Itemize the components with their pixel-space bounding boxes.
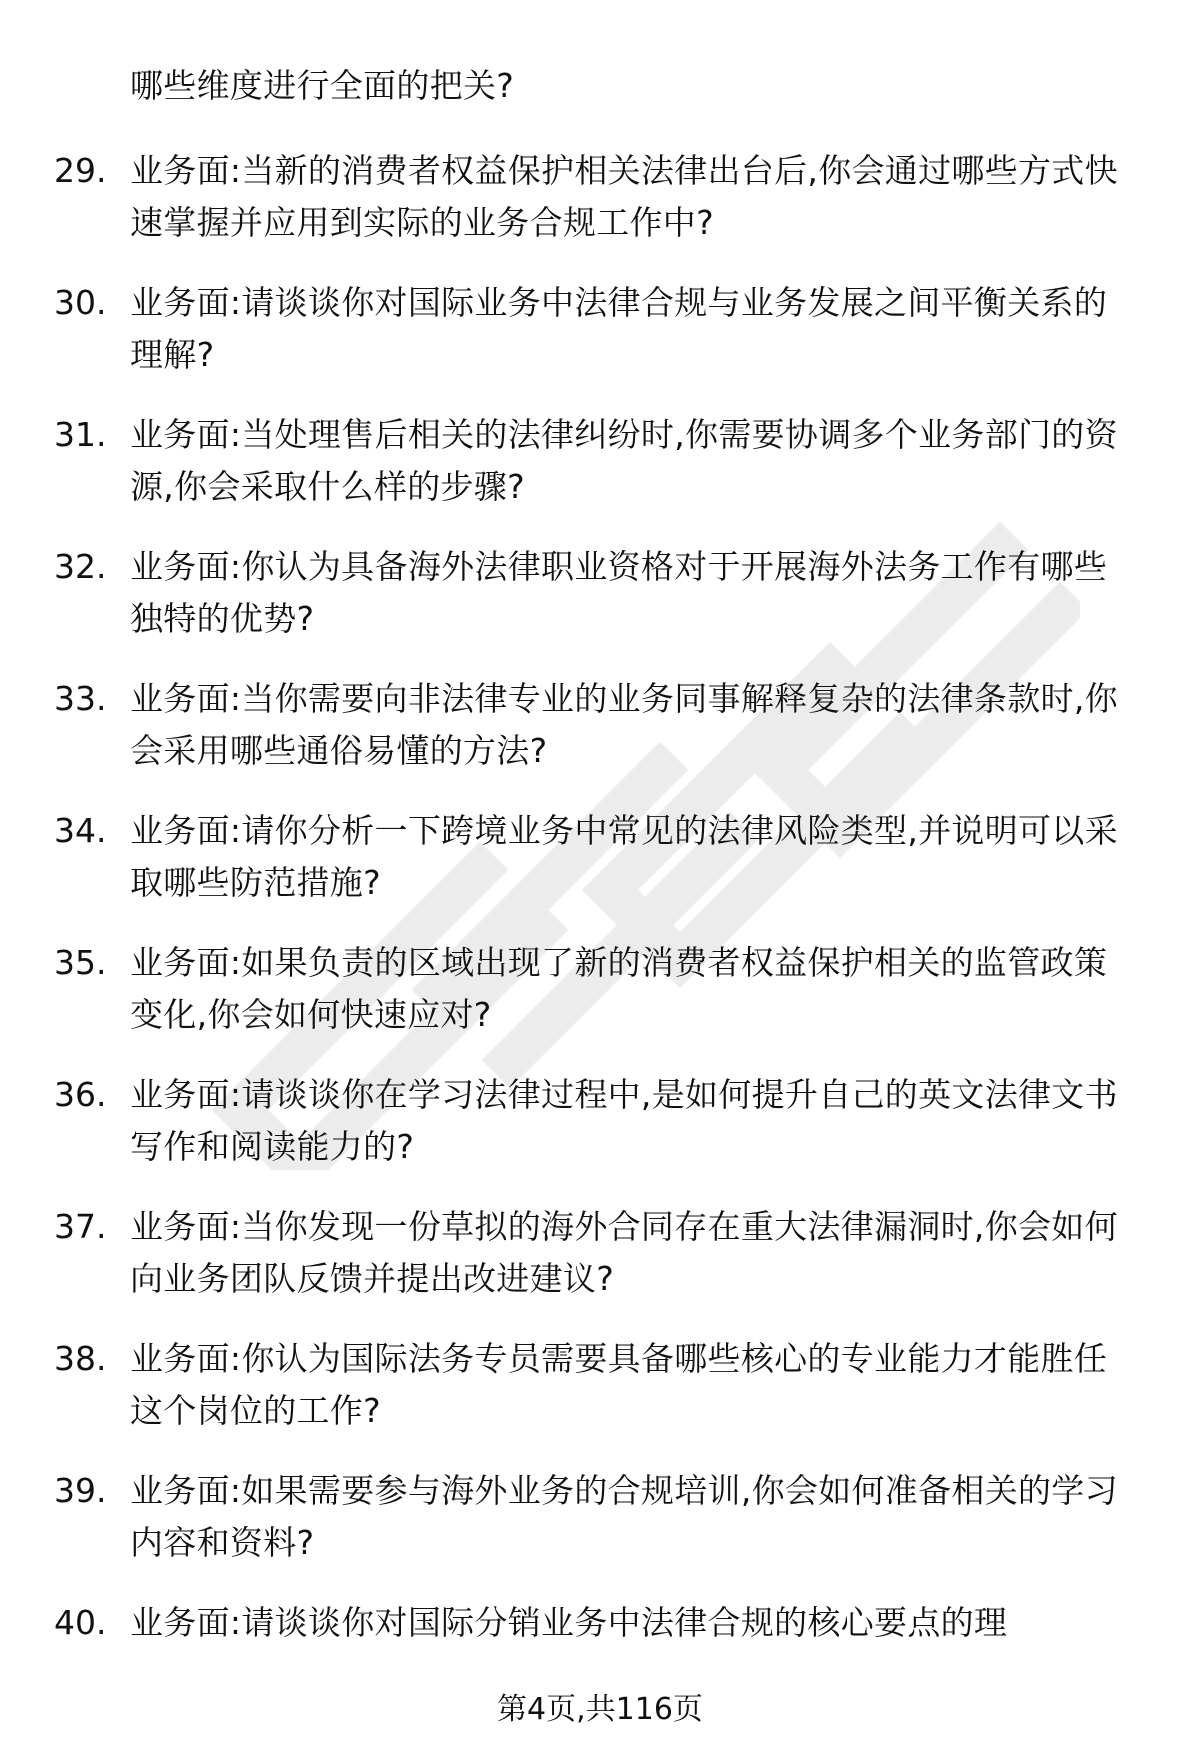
question-item	[0, 277, 1200, 409]
question-text: 业务面:当处理售后相关的法律纠纷时,你需要协调多个业务部门的资源,你会采取什么样的步骤?	[130, 415, 1118, 506]
question-item	[0, 673, 1200, 805]
question-text: 业务面:请谈谈你对国际分销业务中法律合规的核心要点的理	[130, 1603, 1008, 1642]
question-number: 31.	[54, 415, 107, 454]
question-number: 30.	[54, 283, 107, 322]
question-text: 业务面:请谈谈你在学习法律过程中,是如何提升自己的英文法律文书写作和阅读能力的?	[130, 1075, 1118, 1166]
question-number: 37.	[54, 1207, 107, 1246]
question-number: 38.	[54, 1339, 107, 1378]
question-item	[0, 1333, 1200, 1465]
question-text: 业务面:你认为国际法务专员需要具备哪些核心的专业能力才能胜任这个岗位的工作?	[130, 1339, 1108, 1430]
question-number: 36.	[54, 1075, 107, 1114]
question-text: 业务面:请谈谈你对国际业务中法律合规与业务发展之间平衡关系的理解?	[130, 283, 1108, 374]
question-item	[0, 805, 1200, 937]
question-item	[0, 145, 1200, 277]
question-number: 39.	[54, 1471, 107, 1510]
question-text: 业务面:如果需要参与海外业务的合规培训,你会如何准备相关的学习内容和资料?	[130, 1471, 1118, 1562]
question-text: 业务面:当你需要向非法律专业的业务同事解释复杂的法律条款时,你会采用哪些通俗易懂的方法?	[130, 679, 1118, 770]
question-number: 32.	[54, 547, 107, 586]
question-list	[0, 145, 1200, 1729]
continuation-line: 哪些维度进行全面的把关?	[130, 66, 515, 105]
question-number: 40.	[54, 1603, 107, 1642]
question-item	[0, 937, 1200, 1069]
question-number: 35.	[54, 943, 107, 982]
question-number: 29.	[54, 151, 107, 190]
question-item	[0, 1201, 1200, 1333]
question-number: 33.	[54, 679, 107, 718]
question-item	[0, 1465, 1200, 1597]
question-text: 业务面:如果负责的区域出现了新的消费者权益保护相关的监管政策变化,你会如何快速应对?	[130, 943, 1108, 1034]
question-text: 业务面:请你分析一下跨境业务中常见的法律风险类型,并说明可以采取哪些防范措施?	[130, 811, 1118, 902]
question-text: 业务面:当新的消费者权益保护相关法律出台后,你会通过哪些方式快速掌握并应用到实际的业务合规工作中?	[130, 151, 1118, 242]
question-item	[0, 1069, 1200, 1201]
question-text: 业务面:当你发现一份草拟的海外合同存在重大法律漏洞时,你会如何向业务团队反馈并提出改进建议?	[130, 1207, 1118, 1298]
page-number-footer: 第4页,共116页	[497, 1692, 703, 1727]
question-item	[0, 541, 1200, 673]
question-number: 34.	[54, 811, 107, 850]
question-text: 业务面:你认为具备海外法律职业资格对于开展海外法务工作有哪些独特的优势?	[130, 547, 1108, 638]
question-item	[0, 409, 1200, 541]
